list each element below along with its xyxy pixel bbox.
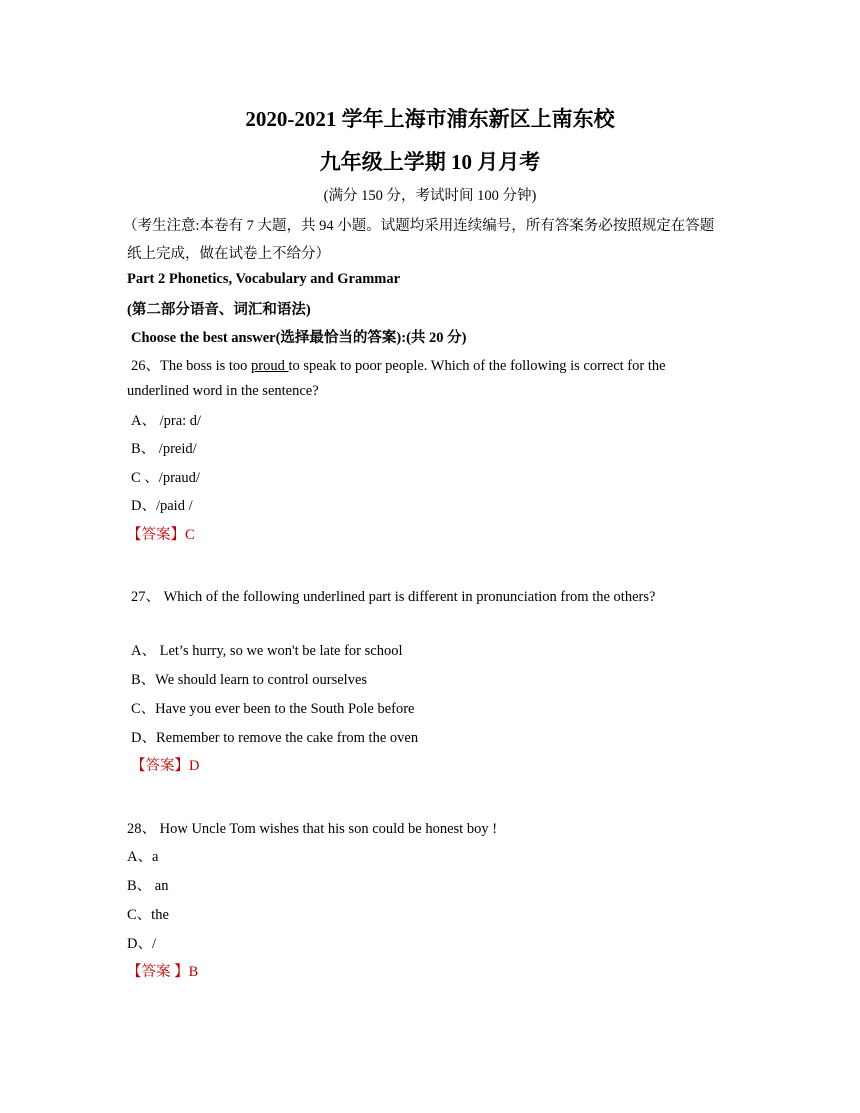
part-heading-cn: (第二部分语音、词汇和语法) — [127, 302, 311, 318]
question-27-answer: 【答案】D — [131, 758, 200, 774]
question-27-option-c: C、Have you ever been to the South Pole before — [131, 701, 415, 717]
question-26-stem-after: to speak to poor people. Which of the following is correct for the — [288, 358, 666, 374]
question-28-option-a: A、a — [127, 849, 159, 865]
question-27-option-b: B、We should learn to control ourselves — [131, 672, 368, 688]
question-26-answer: 【答案】C — [127, 527, 195, 543]
question-26-stem-before: 26、The boss is too — [131, 358, 252, 374]
notice-line-2: 纸上完成，做在试卷上不给分） — [127, 246, 330, 262]
question-27-option-d: D、Remember to remove the cake from the oven — [131, 730, 419, 746]
question-26-underlined-word: proud — [251, 358, 289, 374]
part-heading-en: Part 2 Phonetics, Vocabulary and Grammar — [127, 271, 401, 287]
notice-line-1: （考生注意:本卷有 7 大题，共 94 小题。试题均采用连续编号，所有答案务必按照规定在答题 — [123, 218, 715, 234]
question-26-option-c: C 、/praud/ — [131, 470, 200, 486]
question-28-answer: 【答案 】B — [127, 964, 199, 980]
question-26-option-d: D、/paid / — [131, 498, 193, 514]
question-27-stem: 27、 Which of the following underlined part is different in pronunciation from the others? — [131, 589, 656, 605]
question-26-stem-line2: underlined word in the sentence? — [127, 383, 319, 399]
question-28-option-c: C、the — [127, 907, 169, 923]
question-28-stem: 28、 How Uncle Tom wishes that his son could be honest boy ! — [127, 821, 498, 837]
question-28-option-b: B、 an — [127, 878, 169, 894]
question-26-stem — [131, 354, 666, 375]
question-26-option-a: A、 /pra: d/ — [131, 413, 202, 429]
question-27-option-a: A、 Let’s hurry, so we won't be late for school — [131, 643, 403, 659]
part-instruction: Choose the best answer(选择最恰当的答案):(共 20 分) — [131, 330, 467, 346]
question-26-option-b: B、 /preid/ — [131, 441, 197, 457]
exam-subtitle: 九年级上学期 10 月月考 — [319, 150, 541, 174]
question-28-option-d: D、/ — [127, 936, 156, 952]
exam-title: 2020-2021 学年上海市浦东新区上南东校 — [245, 107, 615, 131]
exam-score-time: (满分 150 分，考试时间 100 分钟) — [323, 188, 537, 204]
